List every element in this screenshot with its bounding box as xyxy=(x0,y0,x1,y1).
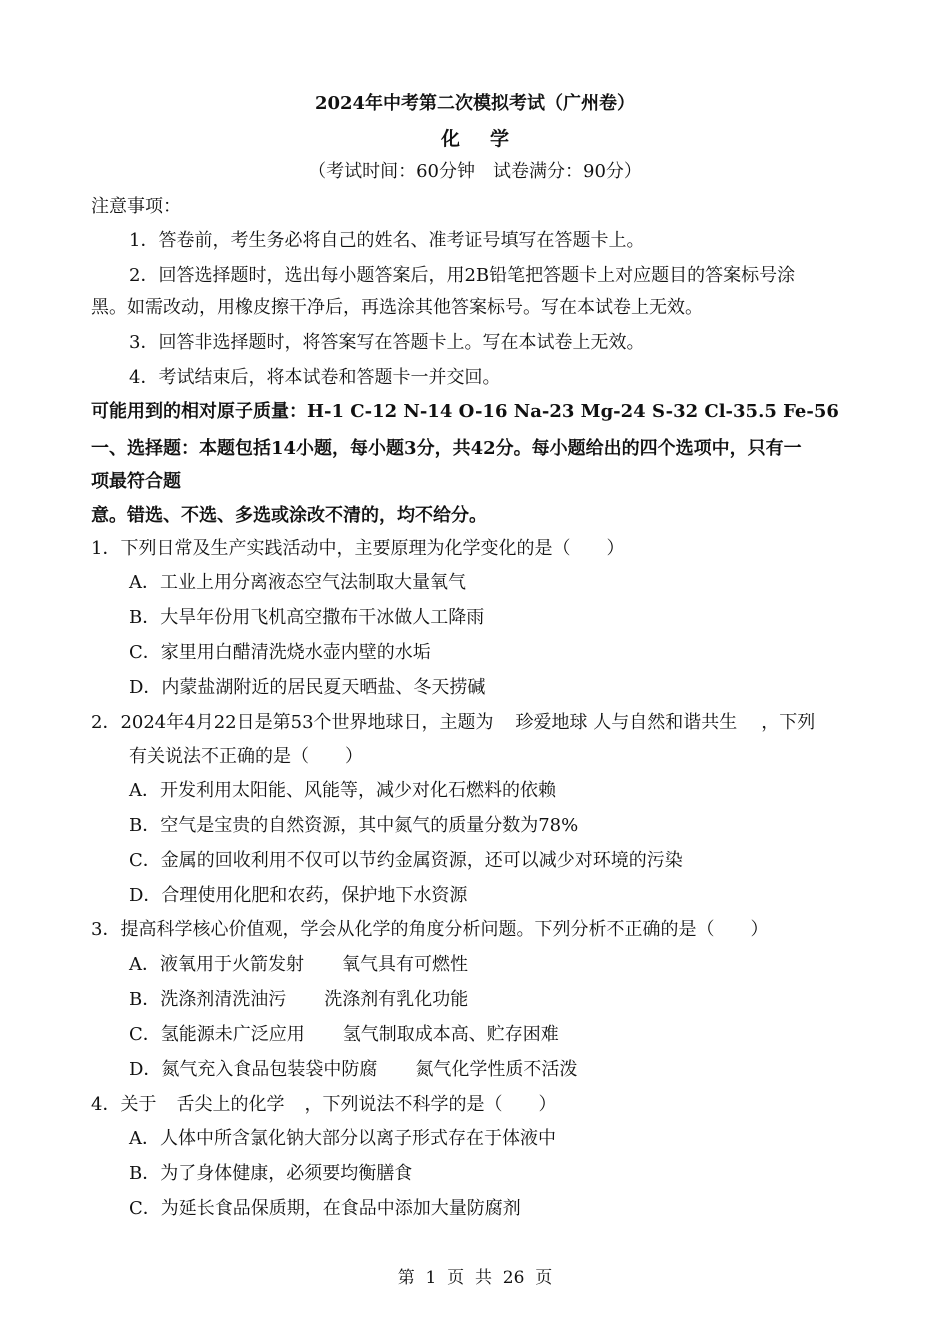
q3-option-d xyxy=(129,1058,577,1082)
notice-item-1: 1．答卷前，考生务必将自己的姓名、准考证号填写在答题卡上。 xyxy=(129,230,645,251)
subject-title xyxy=(0,127,950,151)
q2-option-b: B．空气是宝贵的自然资源，其中氮气的质量分数为78% xyxy=(129,815,579,836)
q3-option-c xyxy=(129,1023,559,1047)
q3-option-b-statement: B．洗涤剂清洗油污 xyxy=(129,989,287,1010)
q4-topic: 舌尖上的化学 xyxy=(176,1094,285,1115)
q1-option-d: D．内蒙盐湖附近的居民夏天晒盐、冬天捞碱 xyxy=(129,677,486,698)
q1-option-b: B．大旱年份用飞机高空撒布干冰做人工降雨 xyxy=(129,607,485,628)
q4-option-b: B．为了身体健康，必须要均衡膳食 xyxy=(129,1163,413,1184)
notice-heading: 注意事项： xyxy=(91,196,181,217)
subject-left-char: 化 xyxy=(440,128,460,150)
q4-stem xyxy=(91,1093,556,1117)
q2-stem xyxy=(91,711,815,735)
q3-option-d-reason: 氮气化学性质不活泼 xyxy=(415,1059,578,1080)
q3-option-a xyxy=(129,953,468,977)
q2-stem-part-3: ，下列 xyxy=(761,712,816,733)
q3-option-a-statement: A．液氧用于火箭发射 xyxy=(129,954,304,975)
q1-stem: 1．下列日常及生产实践活动中，主要原理为化学变化的是（ ） xyxy=(91,538,625,559)
q2-option-c: C．金属的回收利用不仅可以节约金属资源，还可以减少对环境的污染 xyxy=(129,850,683,871)
q4-stem-part-3: ，下列说法不科学的是（ ） xyxy=(304,1094,557,1115)
q2-stem-line-2: 有关说法不正确的是（ ） xyxy=(129,746,363,767)
notice-item-4: 4．考试结束后，将本试卷和答题卡一并交回。 xyxy=(129,367,501,388)
section1-line-2: 项最符合题 xyxy=(91,471,181,492)
notice-item-2-line-1: 2．回答选择题时，选出每小题答案后，用2B铅笔把答题卡上对应题目的答案标号涂 xyxy=(129,265,796,286)
q3-option-b xyxy=(129,988,468,1012)
q3-option-a-reason: 氧气具有可燃性 xyxy=(342,954,468,975)
notice-item-2-line-2: 黑。如需改动，用橡皮擦干净后，再选涂其他答案标号。写在本试卷上无效。 xyxy=(91,297,703,318)
atomic-masses: 可能用到的相对原子质量：H-1 C-12 N-14 O-16 Na-23 Mg-24 S-32 Cl-35.5 Fe-56 xyxy=(91,401,839,422)
q3-option-c-reason: 氢气制取成本高、贮存困难 xyxy=(342,1024,559,1045)
section1-line-1: 一、选择题：本题包括14小题，每小题3分，共42分。每小题给出的四个选项中，只有一 xyxy=(91,438,802,459)
q1-option-c: C．家里用白醋清洗烧水壶内壁的水垢 xyxy=(129,642,431,663)
exam-title: 2024年中考第二次模拟考试（广州卷） xyxy=(314,93,636,114)
section1-line-3: 意。错选、不选、多选或涂改不清的，均不给分。 xyxy=(91,505,487,526)
page-footer: 第 1 页 共 26 页 xyxy=(397,1268,553,1288)
q3-option-c-statement: C．氢能源未广泛应用 xyxy=(129,1024,305,1045)
q3-option-b-reason: 洗涤剂有乳化功能 xyxy=(324,989,469,1010)
q4-option-c: C．为延长食品保质期，在食品中添加大量防腐剂 xyxy=(129,1198,521,1219)
q2-option-a: A．开发利用太阳能、风能等，减少对化石燃料的依赖 xyxy=(129,780,556,801)
q3-stem: 3．提高科学核心价值观，学会从化学的角度分析问题。下列分析不正确的是（ ） xyxy=(91,919,769,940)
q2-theme: 珍爱地球 人与自然和谐共生 xyxy=(515,712,738,733)
q4-option-a: A．人体中所含氯化钠大部分以离子形式存在于体液中 xyxy=(129,1128,556,1149)
notice-item-3: 3．回答非选择题时，将答案写在答题卡上。写在本试卷上无效。 xyxy=(129,332,645,353)
q4-stem-part-1: 4．关于 xyxy=(91,1094,157,1115)
q2-option-d: D．合理使用化肥和农药，保护地下水资源 xyxy=(129,885,468,906)
exam-time-info: （考试时间：60分钟 试卷满分：90分） xyxy=(308,161,642,182)
q2-stem-part-1: 2．2024年4月22日是第53个世界地球日，主题为 xyxy=(91,712,494,733)
q3-option-d-statement: D．氮气充入食品包装袋中防腐 xyxy=(129,1059,378,1080)
subject-right-char: 学 xyxy=(490,128,510,150)
q1-option-a: A．工业上用分离液态空气法制取大量氧气 xyxy=(129,572,466,593)
